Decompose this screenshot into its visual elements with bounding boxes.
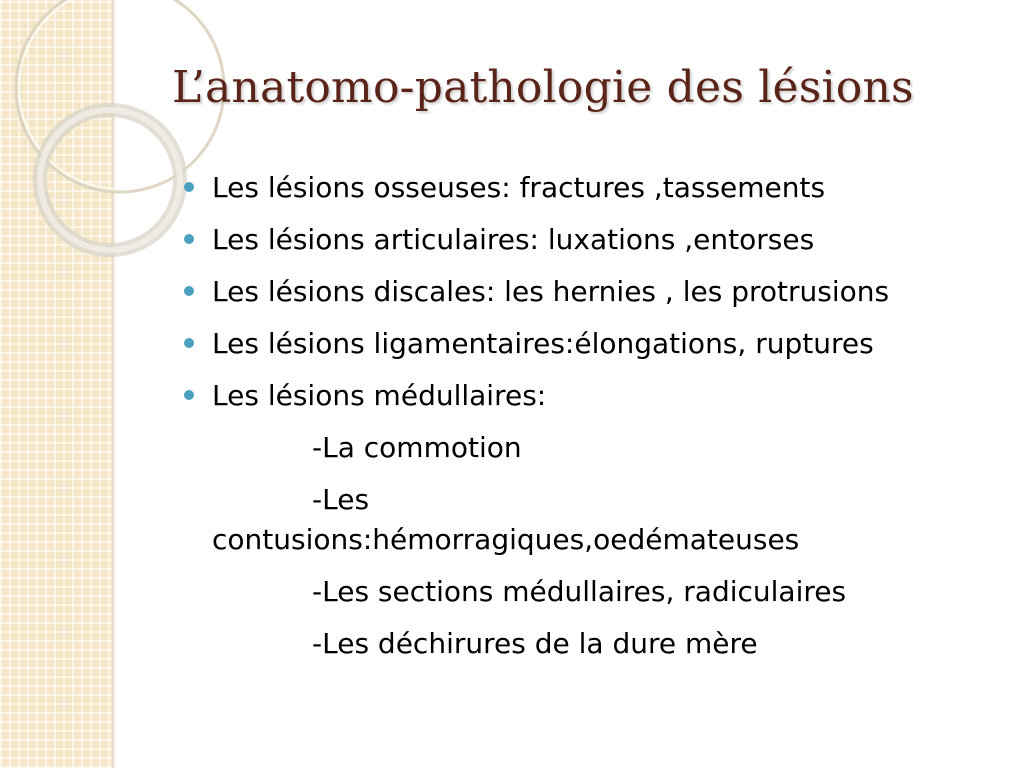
slide-content — [184, 168, 1004, 676]
sub-item-contusions-start: -Les — [312, 483, 370, 516]
bullet-dot-icon — [184, 182, 194, 192]
bullet-dot-icon — [184, 234, 194, 244]
bullet-item — [184, 324, 1004, 364]
sub-item-contusions-rest: contusions:hémorragiques,oedémateuses — [212, 523, 800, 556]
bullet-item — [184, 272, 1004, 312]
slide-title: L’anatomo-pathologie des lésions — [172, 62, 914, 113]
bullet-dot-icon — [184, 338, 194, 348]
bullet-text: Les lésions médullaires: — [212, 379, 547, 412]
bullet-item — [184, 220, 1004, 260]
bullet-list — [184, 168, 1004, 416]
sub-item-contusions — [184, 480, 1004, 560]
bullet-item — [184, 168, 1004, 208]
bullet-text: Les lésions discales: les hernies , les protrusions — [212, 275, 890, 308]
sub-item-dechirures: -Les déchirures de la dure mère — [312, 627, 758, 660]
bullet-text: Les lésions articulaires: luxations ,entorses — [212, 223, 815, 256]
bullet-text: Les lésions osseuses: fractures ,tassements — [212, 171, 826, 204]
sub-item-commotion: -La commotion — [312, 431, 522, 464]
bullet-item — [184, 376, 1004, 416]
bullet-text: Les lésions ligamentaires:élongations, ruptures — [212, 327, 874, 360]
bullet-dot-icon — [184, 286, 194, 296]
sub-item-sections: -Les sections médullaires, radiculaires — [312, 575, 847, 608]
bullet-dot-icon — [184, 390, 194, 400]
